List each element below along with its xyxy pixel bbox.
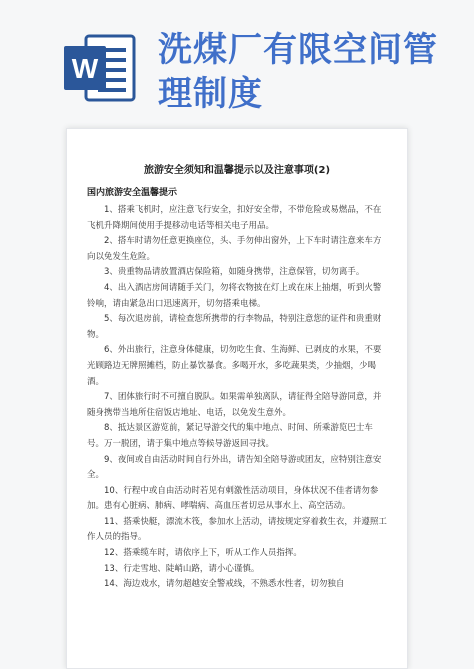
paragraph: 7、团体旅行时不可擅自脱队。如果需单独离队，请征得全陪导游同意，并随身携带当地所住宿饭店地址、电话，以免发生意外。 — [87, 392, 382, 418]
paragraph: 10、行程中或自由活动时若见有刺激性活动项目，身体状况不佳者请勿参加。患有心脏病、肺病、哮喘病、高血压者切忌从事水上、高空活动。 — [87, 485, 379, 512]
paragraph: 9、夜间或自由活动时间自行外出，请告知全陪导游或团友，应特别注意安全。 — [87, 454, 382, 481]
paragraph: 2、搭车时请勿任意更换座位，头、手勿伸出窗外，上下车时请注意来车方向以免发生危险。 — [87, 236, 382, 262]
paragraph: 14、海边戏水，请勿超越安全警戒线，不熟悉水性者，切勿独自 — [104, 579, 345, 590]
paragraph: 1、搭乘飞机时，应注意飞行安全，扣好安全带，不带危险或易燃品，不在飞机升降期间使用手提移动电话等相关电子用品。 — [87, 205, 382, 231]
paragraph: 12、搭乘缆车时，请依序上下，听从工作人员指挥。 — [104, 548, 302, 559]
word-document-icon — [62, 32, 138, 104]
paragraph: 3、贵重物品请放置酒店保险箱，如随身携带，注意保管，切勿离手。 — [104, 267, 365, 278]
section-title: 国内旅游安全温馨提示 — [87, 188, 178, 198]
document-page — [66, 128, 408, 669]
paragraph: 11、搭乘快艇，漂流木筏，参加水上活动，请按规定穿着救生衣，并遵照工作人员的指导。 — [87, 516, 387, 543]
logo-letter: W — [71, 53, 99, 84]
paragraph: 8、抵达景区游览前，紧记导游交代的集中地点、时间、所乘游览巴士车号。万一脱团，请于集中地点等候导游返回寻找。 — [87, 423, 373, 449]
document-body — [87, 203, 387, 593]
paragraph: 6、外出旅行，注意身体健康，切勿吃生食、生海鲜、已剥皮的水果，不要光顾路边无牌照摊档，防止暴饮暴食。多喝开水，多吃蔬果类，少抽烟，少喝酒。 — [87, 345, 382, 387]
header — [0, 0, 474, 120]
paragraph: 5、每次退房前，请检查您所携带的行李物品，特别注意您的证件和贵重财物。 — [87, 314, 382, 340]
paragraph: 4、出入酒店房间请随手关门，勿将衣物披在灯上或在床上抽烟，听到火警铃响，请由紧急出口迅速离开，切勿搭乘电梯。 — [87, 282, 382, 309]
page-title: 洗煤厂有限空间管理制度 — [158, 30, 438, 114]
document-title: 旅游安全须知和温馨提示以及注意事项(2) — [143, 165, 331, 176]
paragraph: 13、行走雪地、陡峭山路，请小心谨慎。 — [104, 563, 260, 574]
